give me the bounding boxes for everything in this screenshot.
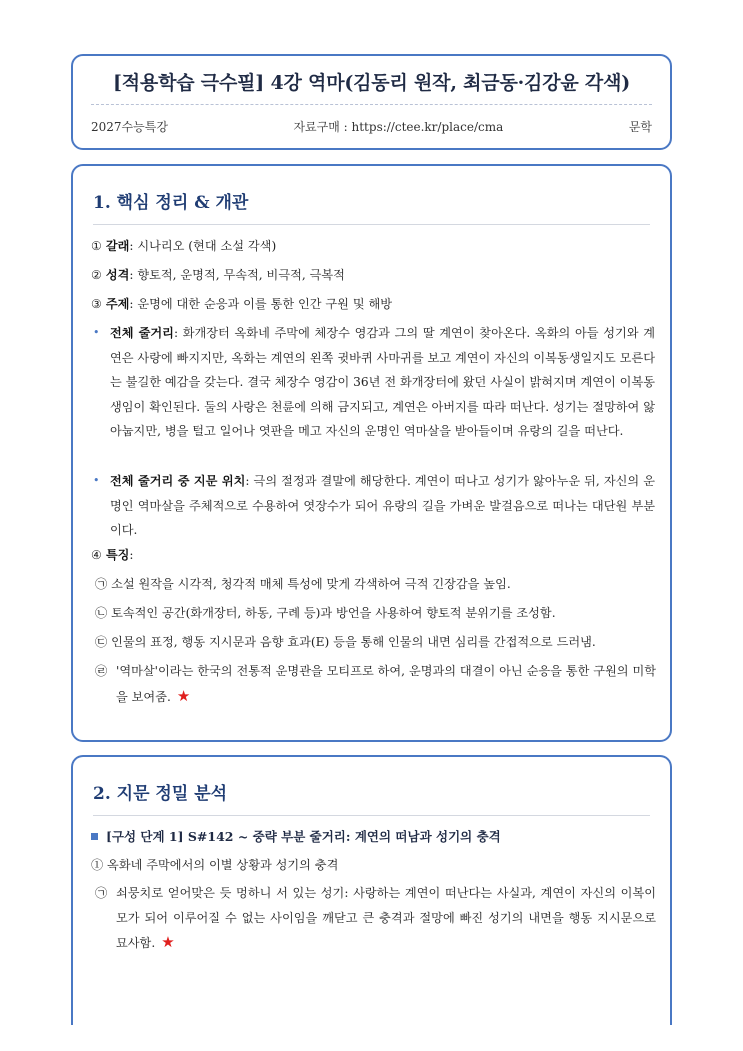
subject-label: 문학: [628, 120, 652, 134]
feature-item-mark: ㉣: [95, 664, 108, 678]
feature-item: '역마살'이라는 한국의 전통적 운명관을 모티프로 하여, 운명과의 대결이 아닌 순응을 통한 구원의 미학을 보여줌. ★: [116, 664, 656, 705]
square-bullet-icon: [91, 833, 98, 840]
section-divider: [93, 224, 650, 225]
star-icon: ★: [161, 933, 175, 951]
nature-label: 성격: [105, 268, 130, 282]
section-divider: [93, 815, 650, 816]
star-icon: ★: [176, 686, 191, 705]
plot-label: 전체 줄거리: [110, 326, 174, 340]
features-label: 특징: [105, 548, 130, 562]
nature-line: ② 성격: 향토적, 운명적, 무속적, 비극적, 극복적: [91, 268, 345, 282]
bullet-dot: •: [93, 474, 100, 487]
theme-line: ③ 주제: 운명에 대한 순응과 이를 통한 인간 구원 및 해방: [91, 297, 393, 311]
header-divider: [91, 104, 652, 105]
feature-item: ㉢ 인물의 표정, 행동 지시문과 음향 효과(E) 등을 통해 인물의 내면 심리를 간접적으로 드러냄.: [95, 635, 596, 649]
document-title: [적용학습 극수필] 4강 역마(김동리 원작, 최금동·김강윤 각색): [112, 72, 631, 94]
genre-label: 갈래: [105, 239, 130, 253]
section-title: 2. 지문 정밀 분석: [93, 784, 228, 804]
feature-item: ㉡ 토속적인 공간(화개장터, 하동, 구례 등)과 방언을 사용하여 향토적 분위기를 조성함.: [95, 606, 556, 620]
plot-paragraph: 전체 줄거리: 화개장터 옥화네 주막에 체장수 영감과 그의 딸 계연이 찾아온다. 옥화의 아들 성기와 계연은 사랑에 빠지지만, 옥화는 계연의 왼쪽 귓바퀴 사마귀를 보고 계연이 자신의 이복동생일지도 모른다는 불길한 예감을 갖는다. 결국 체장수 영감이 36년 전 화개장터에 왔던 사실이 밝혀지며 계연이 이복동생임이 확인된다. 둘의 사랑은 천륜에 의해 금지되고, 계연은 아버지를 따라 떠난다. 성기는 절망하여 앓아눕지만, 병을 털고 일어나 엿판을 메고 자신의 운명인 역마살을 받아들이며 유랑의 길을 떠난다.: [110, 326, 656, 438]
header-box: [71, 54, 672, 150]
analysis-subitem: 쇠뭉치로 얻어맞은 듯 멍하니 서 있는 성기: 사랑하는 계연이 떠난다는 사실과, 계연이 자신의 이복이모가 되어 이루어질 수 없는 사이임을 깨닫고 큰 충격과 절망에 빠진 성기의 내면을 행동 지시문으로 묘사함. ★: [116, 886, 656, 951]
position-label: 전체 줄거리 중 지문 위치: [110, 474, 246, 488]
position-paragraph: 전체 줄거리 중 지문 위치: 극의 절정과 결말에 해당한다. 계연이 떠나고 성기가 앓아누운 뒤, 자신의 운명인 역마살을 주체적으로 수용하여 엿장수가 되어 유랑의 길을 가벼운 발걸음으로 떠나는 대단원 부분이다.: [110, 474, 655, 537]
theme-label: 주제: [105, 297, 130, 311]
series-label: 2027수능특강: [91, 120, 168, 134]
feature-item: ㉠ 소설 원작을 시각적, 청각적 매체 특성에 맞게 각색하여 극적 긴장감을 높임.: [95, 577, 511, 591]
section-title: 1. 핵심 정리 & 개관: [93, 193, 249, 213]
section-overview: [71, 164, 672, 742]
features-heading: ④ 특징:: [91, 548, 134, 562]
analysis-item: ① 옥화네 주막에서의 이별 상황과 성기의 충격: [91, 858, 339, 872]
purchase-link[interactable]: 자료구매 : https://ctee.kr/place/cma: [293, 120, 504, 134]
bullet-dot: •: [93, 326, 100, 339]
genre-line: ① 갈래: 시나리오 (현대 소설 각색): [91, 239, 277, 253]
header-meta: [91, 118, 652, 135]
analysis-subitem-mark: ㉠: [95, 886, 108, 900]
stage-heading: [구성 단계 1] S#142 ~ 중략 부분 줄거리: 계연의 떠남과 성기의 충격: [91, 825, 501, 849]
section-analysis: [71, 755, 672, 1025]
